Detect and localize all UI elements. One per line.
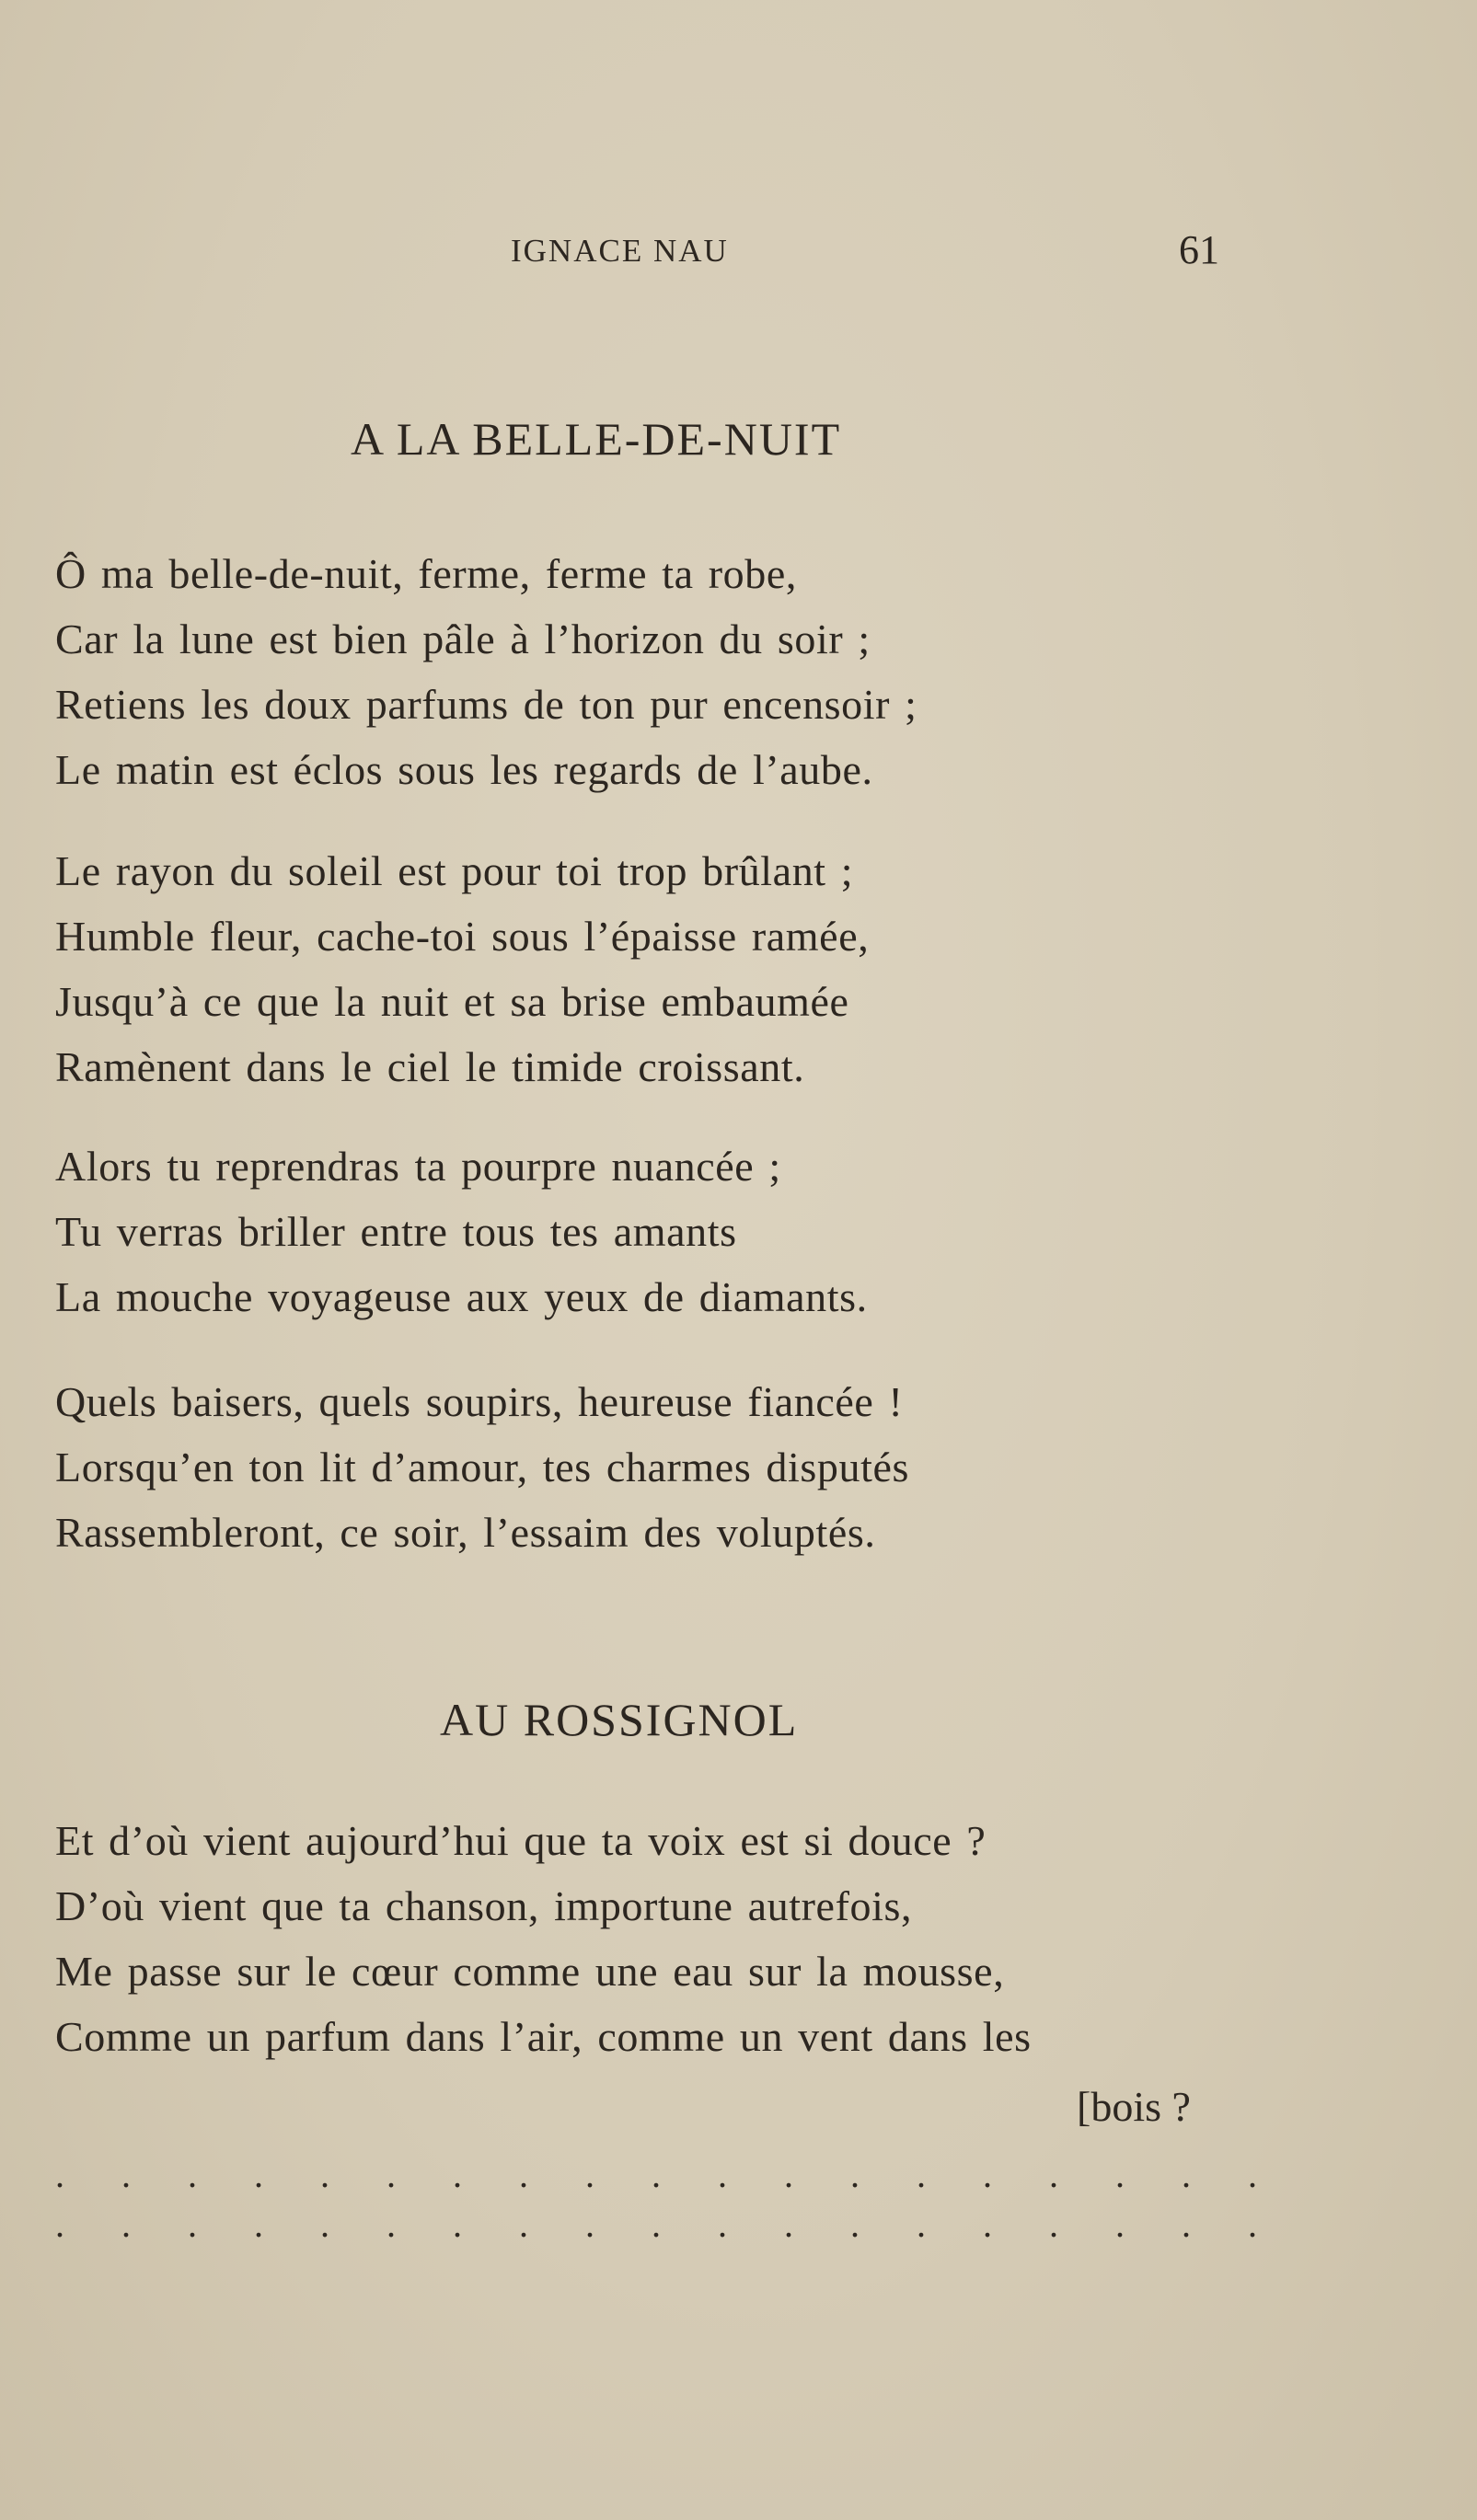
- poem-line: Rassembleront, ce soir, l’essaim des voluptés.: [55, 1509, 876, 1556]
- poem-stanza: [55, 541, 917, 802]
- poem-line: Et d’où vient aujourd’hui que ta voix est si douce ?: [55, 1817, 987, 1864]
- poem-stanza: [55, 1369, 909, 1565]
- poem-line: Ô ma belle-de-nuit, ferme, ferme ta robe,: [55, 550, 797, 597]
- poem-line: Jusqu’à ce que la nuit et sa brise embaumée: [55, 978, 849, 1025]
- poem-stanza: [55, 838, 869, 1099]
- page-number: 61: [1179, 227, 1219, 272]
- poem-line: Alors tu reprendras ta pourpre nuancée ;: [55, 1143, 781, 1190]
- poem-line: Me passe sur le cœur comme une eau sur la mousse,: [55, 1948, 1005, 1995]
- poem-line: Le rayon du soleil est pour toi trop brûlant ;: [55, 847, 854, 894]
- poem-line: Humble fleur, cache-toi sous l’épaisse ramée,: [55, 913, 870, 960]
- poem-stanza: [55, 1133, 868, 1329]
- poem-line: D’où vient que ta chanson, importune autrefois,: [55, 1882, 913, 1929]
- poem-line: Quels baisers, quels soupirs, heureuse fiancée !: [55, 1378, 904, 1425]
- poem-line: Car la lune est bien pâle à l’horizon du soir ;: [55, 616, 871, 662]
- poem-line: Le matin est éclos sous les regards de l’aube.: [55, 746, 873, 793]
- ellipsis-dots: . . . . . . . . . . . . . . . . . . .: [55, 2154, 1281, 2195]
- poem-stanza: [55, 1808, 1032, 2069]
- poem-line: La mouche voyageuse aux yeux de diamants.: [55, 1273, 868, 1320]
- running-head: IGNACE NAU: [511, 233, 729, 269]
- ellipsis-dots: . . . . . . . . . . . . . . . . . . .: [55, 2204, 1281, 2245]
- poem-line-turnover: [bois ?: [1077, 2083, 1191, 2130]
- poem-title-au-rossignol: AU ROSSIGNOL: [440, 1694, 799, 1745]
- poem-line: Comme un parfum dans l’air, comme un vent dans les: [55, 2013, 1032, 2060]
- poem-line: Lorsqu’en ton lit d’amour, tes charmes disputés: [55, 1444, 909, 1490]
- poem-line: Retiens les doux parfums de ton pur encensoir ;: [55, 681, 917, 728]
- poem-title-belle-de-nuit: A LA BELLE-DE-NUIT: [351, 413, 842, 465]
- poem-line: Tu verras briller entre tous tes amants: [55, 1208, 737, 1255]
- poem-line: Ramènent dans le ciel le timide croissant.: [55, 1043, 805, 1090]
